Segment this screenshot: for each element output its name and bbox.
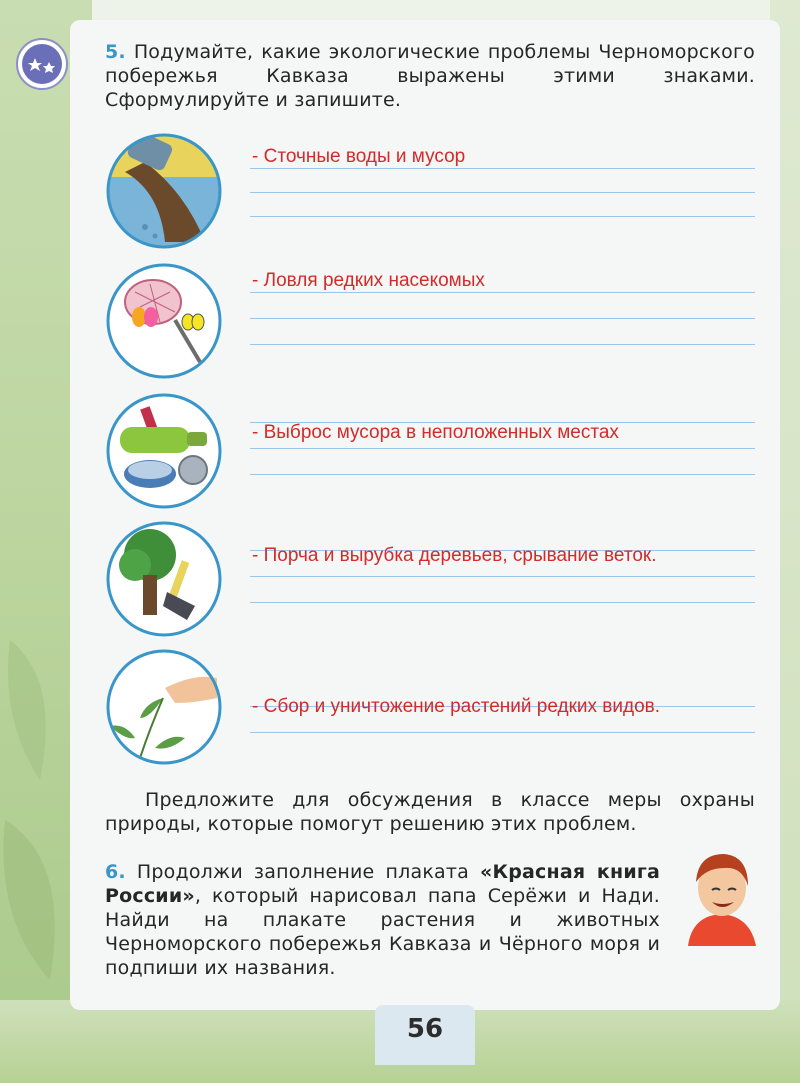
answer-line	[250, 192, 755, 193]
page-number: 56	[406, 1014, 444, 1044]
task-5-body: Подумайте, какие экологические проблемы Черноморского побережья Кавказа выражены этими знаками. Сформулируйте и запишите.	[105, 41, 755, 111]
butterfly-net-icon	[105, 262, 223, 380]
answer-line	[250, 576, 755, 577]
task-6-body-end: , который нарисовал папа Серёжи и Нади. Найди на плакате растения и животных Черноморского побережья Кавказа и Чёрного моря и подпиши их названия.	[105, 885, 660, 979]
tree-axe-icon	[105, 520, 223, 638]
answer-line	[250, 474, 755, 475]
boy-character-icon	[682, 846, 760, 950]
answer-line	[250, 292, 755, 293]
answer-line	[250, 318, 755, 319]
answer-4: - Порча и вырубка деревьев, срывание веток.	[252, 545, 657, 566]
task-6-text	[105, 860, 660, 980]
answer-2: - Ловля редких насекомых	[252, 270, 485, 291]
task-6-bold-title: «Красная книга России»	[105, 861, 660, 907]
answer-line	[250, 448, 755, 449]
sewage-pipe-icon	[105, 132, 223, 250]
answer-line	[250, 344, 755, 345]
answer-1: - Сточные воды и мусор	[252, 146, 466, 167]
answer-5: - Сбор и уничтожение растений редких видов.	[252, 696, 661, 717]
answer-3: - Выброс мусора в неположенных местах	[252, 422, 619, 443]
answer-line	[250, 168, 755, 169]
hand-picking-plant-icon	[105, 648, 223, 766]
litter-bottle-can-icon	[105, 392, 223, 510]
task-6-body-start: Продолжи заполнение плаката	[136, 861, 481, 883]
discussion-text: Предложите для обсуждения в классе меры охраны природы, которые помогут решению этих проблем.	[105, 789, 755, 835]
answer-line	[250, 602, 755, 603]
task-badge-icon	[16, 38, 68, 90]
answer-line	[250, 216, 755, 217]
answer-line	[250, 732, 755, 733]
task-6-number: 6.	[105, 861, 126, 883]
task-5-text	[105, 40, 755, 112]
task-5-number: 5.	[105, 41, 126, 63]
